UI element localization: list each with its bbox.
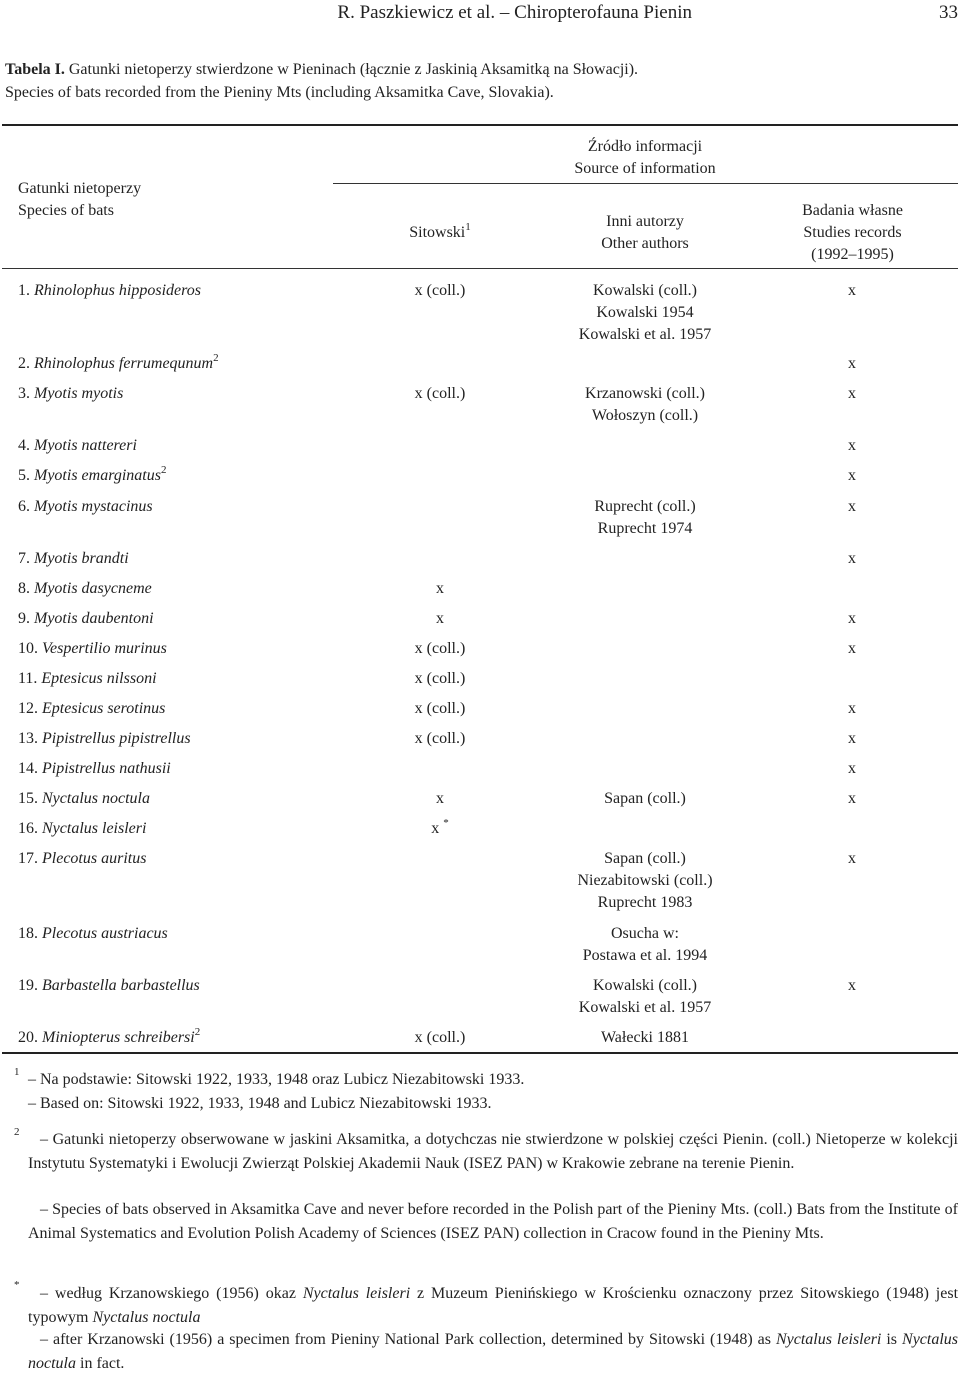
species-cell: [18, 818, 146, 840]
row-number: 10.: [18, 640, 38, 657]
own-records-cell: x: [848, 550, 856, 567]
sitowski-cell: [370, 728, 510, 750]
footnote-3-en-c: is: [881, 1331, 903, 1348]
row-number: 8.: [18, 580, 30, 597]
species-name: Myotis nattereri: [34, 437, 137, 454]
species-cell: [18, 608, 154, 630]
header-other-en: Other authors: [601, 235, 689, 252]
header-own-records: [765, 200, 940, 266]
header-own-pl: Badania własne: [802, 202, 903, 219]
header-sitowski-label: Sitowski: [409, 224, 466, 241]
other-authors-entry: Wołoszyn (coll.): [591, 407, 699, 424]
other-authors-entry: Wałecki 1881: [600, 1029, 689, 1046]
species-cell: [18, 435, 137, 457]
species-cell: [18, 758, 171, 780]
other-authors-entry: Kowalski 1954: [596, 304, 694, 321]
footnote-2-pl: – Gatunki nietoperzy obserwowane w jaskini Aksamitka, a dotychczas nie stwierdzone w polskiej części Pienin. (coll.) Nietoperze w kolekcji Instytutu Systematyki i Ewolucji Zwierząt Polskiej Akademii Nauk (ISEZ PAN) w Krakowie zebrane na terenie Pienin.: [28, 1131, 958, 1172]
header-species-en: Species of bats: [18, 202, 114, 219]
other-authors-entry: Ruprecht 1974: [597, 520, 693, 537]
own-records-cell: x: [848, 850, 856, 867]
species-name: Plecotus auritus: [42, 850, 147, 867]
species-cell: [18, 668, 157, 690]
running-head: [0, 2, 960, 26]
table-caption-pl: [5, 61, 638, 79]
sitowski-cell: [370, 280, 510, 302]
header-source-en: Source of information: [574, 160, 716, 177]
footnote-3-en: [28, 1328, 958, 1376]
footnote-3-marker: *: [14, 1279, 20, 1291]
row-number: 18.: [18, 925, 38, 942]
other-authors-entry: Ruprecht (coll.): [594, 498, 696, 515]
header-source-pl: Źródło informacji: [587, 138, 703, 155]
sitowski-value: x: [436, 580, 444, 597]
sitowski-cell: [370, 788, 510, 810]
header-own-en: Studies records: [803, 224, 902, 241]
species-name: Nyctalus leisleri: [42, 820, 147, 837]
other-authors-entry: Krzanowski (coll.): [585, 385, 705, 402]
footnote-3-en-e: in fact.: [76, 1355, 125, 1372]
row-number: 17.: [18, 850, 38, 867]
row-number: 15.: [18, 790, 38, 807]
row-number: 9.: [18, 610, 30, 627]
own-records-cell: x: [848, 385, 856, 402]
sitowski-cell: [370, 668, 510, 690]
species-name: Myotis mystacinus: [34, 498, 153, 515]
own-records-cell: x: [848, 790, 856, 807]
footnote-3-pl-b: Nyctalus leisleri: [302, 1285, 411, 1302]
footnote-2-en: – Species of bats observed in Aksamitka Cave and never before recorded in the Polish part of the Pieniny Mts. (coll.) Bats from the Institute of Animal Systematics and Evolution Polish Academy of Sciences (ISEZ PAN) collection in Cracow found in the Pieniny Mts.: [28, 1201, 958, 1242]
species-name: Myotis brandti: [34, 550, 129, 567]
sitowski-cell: [370, 578, 510, 600]
row-number: 16.: [18, 820, 38, 837]
species-name: Myotis myotis: [34, 385, 124, 402]
species-name: Myotis dasycneme: [34, 580, 152, 597]
species-cell: [18, 788, 150, 810]
header-other-pl: Inni autorzy: [606, 213, 684, 230]
other-authors-entry: Osucha w:: [611, 925, 679, 942]
sitowski-cell: [370, 818, 510, 840]
sitowski-value: x (coll.): [414, 385, 466, 402]
own-records-cell: x: [848, 355, 856, 372]
other-authors-entry: Sapan (coll.): [604, 790, 686, 807]
sitowski-value: x (coll.): [414, 640, 466, 657]
other-authors-entry: Niezabitowski (coll.): [577, 872, 713, 889]
footnote-3-pl-c: z Muzeum Pienińskiego w Krościenku oznaczony przez Sitowskiego (1948) jest typowym: [28, 1285, 959, 1326]
species-cell: [18, 353, 219, 375]
species-name: Eptesicus nilssoni: [41, 670, 157, 687]
sitowski-value: x (coll.): [414, 700, 466, 717]
sitowski-cell: [370, 1027, 510, 1049]
header-other-authors: [545, 211, 745, 255]
footnote-3-pl-d: Nyctalus noctula: [92, 1309, 201, 1326]
other-authors-entry: Kowalski et al. 1957: [578, 999, 712, 1016]
row-number: 11.: [18, 670, 38, 687]
sitowski-cell: [370, 383, 510, 405]
row-number: 1.: [18, 282, 30, 299]
species-cell: [18, 638, 167, 660]
table-bottom-rule: [2, 1052, 958, 1054]
footnote-ref-asterisk: *: [443, 817, 449, 829]
sitowski-cell: [370, 608, 510, 630]
other-authors-entry: Postawa et al. 1994: [582, 947, 708, 964]
own-records-cell: x: [848, 498, 856, 515]
species-name: Miniopterus schreibersi: [42, 1029, 195, 1046]
species-name: Plecotus austriacus: [42, 925, 168, 942]
footnote-1-en: – Based on: Sitowski 1922, 1933, 1948 and Lubicz Niezabitowski 1933.: [28, 1095, 492, 1112]
other-authors-entry: Kowalski (coll.): [593, 282, 697, 299]
species-name: Myotis daubentoni: [34, 610, 154, 627]
species-cell: [18, 496, 153, 518]
species-cell: [18, 1027, 200, 1049]
other-authors-entry: Kowalski et al. 1957: [578, 326, 712, 343]
species-cell: [18, 728, 191, 750]
table-top-rule: [2, 124, 958, 126]
sitowski-value: x (coll.): [414, 730, 466, 747]
footnote-1-marker: 1: [14, 1066, 20, 1078]
species-name: Pipistrellus nathusii: [42, 760, 171, 777]
own-records-cell: x: [848, 760, 856, 777]
table-caption-en: Species of bats recorded from the Pieniny Mts (including Aksamitka Cave, Slovakia).: [5, 84, 554, 101]
species-name: Rhinolophus ferrumequnum: [34, 355, 214, 372]
footnote-ref-2: 2: [194, 1026, 201, 1038]
footnote-3-pl-a: – według Krzanowskiego (1956) okaz: [40, 1285, 303, 1302]
row-number: 12.: [18, 700, 38, 717]
row-number: 4.: [18, 437, 30, 454]
species-cell: [18, 383, 123, 405]
species-name: Rhinolophus hipposideros: [34, 282, 201, 299]
species-cell: [18, 698, 165, 720]
row-number: 19.: [18, 977, 38, 994]
species-name: Vespertilio murinus: [42, 640, 167, 657]
other-authors-entry: Sapan (coll.): [604, 850, 686, 867]
running-head-title: R. Paszkiewicz et al. – Chiropterofauna Pienin: [337, 2, 692, 23]
sitowski-value: x (coll.): [414, 670, 466, 687]
other-authors-entry: Ruprecht 1983: [597, 894, 693, 911]
header-sitowski: [380, 222, 500, 244]
own-records-cell: x: [848, 437, 856, 454]
species-cell: [18, 923, 168, 945]
header-source: [520, 136, 770, 180]
sitowski-value: x: [431, 820, 440, 837]
species-cell: [18, 848, 146, 870]
header-bottom-rule: [2, 268, 958, 269]
row-number: 14.: [18, 760, 38, 777]
footnote-ref-2: 2: [213, 352, 219, 364]
footnote-ref-1: 1: [465, 221, 471, 233]
footnote-ref-2: 2: [160, 464, 167, 476]
species-name: Myotis emarginatus: [34, 467, 161, 484]
sitowski-value: x (coll.): [414, 282, 466, 299]
sitowski-value: x (coll.): [414, 1029, 466, 1046]
footnote-3-en-a: – after Krzanowski (1956) a specimen from Pieniny National Park collection, determined by Sitowski (1948) as: [40, 1331, 776, 1348]
species-cell: [18, 578, 152, 600]
species-cell: [18, 548, 129, 570]
row-number: 13.: [18, 730, 38, 747]
species-cell: [18, 280, 201, 302]
species-name: Eptesicus serotinus: [42, 700, 166, 717]
row-number: 7.: [18, 550, 30, 567]
row-number: 6.: [18, 498, 30, 515]
own-records-cell: x: [848, 977, 856, 994]
table-caption-line1: Gatunki nietoperzy stwierdzone w Pieninach (łącznie z Jaskinią Aksamitką na Słowacji).: [68, 61, 639, 78]
sitowski-cell: [370, 638, 510, 660]
row-number: 5.: [18, 467, 30, 484]
own-records-cell: x: [848, 610, 856, 627]
header-own-years: (1992–1995): [811, 246, 894, 263]
footnote-1-pl: – Na podstawie: Sitowski 1922, 1933, 1948 oraz Lubicz Niezabitowski 1933.: [28, 1071, 525, 1088]
sitowski-cell: [370, 698, 510, 720]
footnote-3-en-d: Nyctalus noctula: [28, 1331, 959, 1372]
own-records-cell: x: [848, 640, 856, 657]
sitowski-value: x: [436, 790, 444, 807]
row-number: 2.: [18, 355, 30, 372]
header-source-rule: [333, 183, 958, 184]
species-name: Nyctalus noctula: [42, 790, 150, 807]
header-species: [18, 178, 141, 222]
species-cell: [18, 465, 166, 487]
footnote-2-marker: 2: [14, 1126, 20, 1138]
footnote-3-pl: [28, 1282, 958, 1330]
sitowski-value: x: [436, 610, 444, 627]
page-number: 33: [939, 2, 958, 23]
header-species-pl: Gatunki nietoperzy: [18, 180, 142, 197]
other-authors-entry: Kowalski (coll.): [593, 977, 697, 994]
own-records-cell: x: [848, 730, 856, 747]
own-records-cell: x: [848, 282, 856, 299]
species-cell: [18, 975, 200, 997]
footnote-3-en-b: Nyctalus leisleri: [775, 1331, 882, 1348]
species-name: Barbastella barbastellus: [42, 977, 200, 994]
own-records-cell: x: [848, 467, 856, 484]
row-number: 3.: [18, 385, 30, 402]
table-caption-label: Tabela I.: [5, 61, 65, 78]
own-records-cell: x: [848, 700, 856, 717]
species-name: Pipistrellus pipistrellus: [42, 730, 191, 747]
row-number: 20.: [18, 1029, 38, 1046]
